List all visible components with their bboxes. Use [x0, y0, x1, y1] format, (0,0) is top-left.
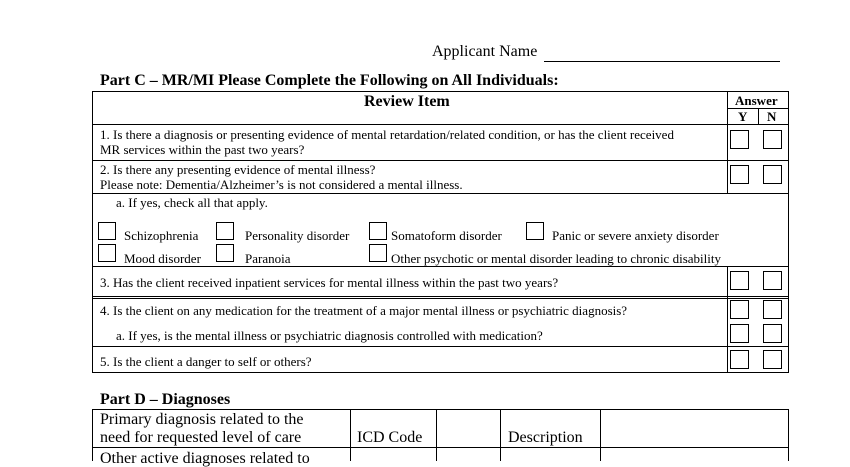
panic-anxiety-label: Panic or severe anxiety disorder — [552, 228, 719, 243]
q1-yes-checkbox[interactable] — [730, 130, 749, 149]
answer-yes-header: Y — [738, 109, 748, 124]
review-item-header: Review Item — [364, 93, 450, 110]
question-3: 3. Has the client received inpatient services for mental illness within the past two years? — [100, 275, 559, 290]
mood-disorder-label: Mood disorder — [124, 251, 201, 266]
question-5: 5. Is the client a danger to self or others? — [100, 354, 312, 369]
question-4: 4. Is the client on any medication for the treatment of a major mental illness or psychiatric diagnosis? — [100, 303, 628, 318]
description-label: Description — [508, 429, 583, 446]
personality-disorder-checkbox[interactable] — [216, 222, 234, 240]
other-disorder-checkbox[interactable] — [369, 244, 387, 262]
personality-disorder-label: Personality disorder — [245, 228, 350, 243]
question-2-line-1: 2. Is there any presenting evidence of mental illness? — [100, 162, 376, 177]
q4a-no-checkbox[interactable] — [763, 324, 782, 343]
somatoform-disorder-checkbox[interactable] — [369, 222, 387, 240]
panic-anxiety-checkbox[interactable] — [526, 222, 544, 240]
schizophrenia-label: Schizophrenia — [124, 228, 199, 243]
primary-description-field[interactable] — [601, 410, 787, 446]
somatoform-disorder-label: Somatoform disorder — [391, 228, 502, 243]
q3-yes-checkbox[interactable] — [730, 271, 749, 290]
answer-no-header: N — [767, 109, 777, 124]
primary-icd-code-field[interactable] — [437, 410, 499, 446]
q2-yes-checkbox[interactable] — [730, 165, 749, 184]
paranoia-checkbox[interactable] — [216, 244, 234, 262]
q4-no-checkbox[interactable] — [763, 300, 782, 319]
q4-yes-checkbox[interactable] — [730, 300, 749, 319]
part-c-title: Part C – MR/MI Please Complete the Following on All Individuals: — [100, 72, 559, 89]
answer-header: Answer — [735, 93, 778, 108]
icd-code-label: ICD Code — [357, 429, 423, 446]
q2-no-checkbox[interactable] — [763, 165, 782, 184]
question-2-line-2: Please note: Dementia/Alzheimer’s is not considered a mental illness. — [100, 177, 463, 192]
primary-diagnosis-line-1: Primary diagnosis related to the — [100, 411, 304, 428]
question-4a: a. If yes, is the mental illness or psychiatric diagnosis controlled with medication? — [116, 328, 543, 343]
part-d-title: Part D – Diagnoses — [100, 391, 231, 408]
paranoia-label: Paranoia — [245, 251, 291, 266]
mood-disorder-checkbox[interactable] — [98, 244, 116, 262]
q3-no-checkbox[interactable] — [763, 271, 782, 290]
q5-no-checkbox[interactable] — [763, 350, 782, 369]
question-2a: a. If yes, check all that apply. — [116, 195, 268, 210]
q1-no-checkbox[interactable] — [763, 130, 782, 149]
primary-diagnosis-line-2: need for requested level of care — [100, 429, 302, 446]
question-1-line-1: 1. Is there a diagnosis or presenting evidence of mental retardation/related condition, or has the client received — [100, 127, 674, 142]
other-diagnoses-line-1: Other active diagnoses related to — [100, 450, 310, 467]
q5-yes-checkbox[interactable] — [730, 350, 749, 369]
q4a-yes-checkbox[interactable] — [730, 324, 749, 343]
schizophrenia-checkbox[interactable] — [98, 222, 116, 240]
applicant-name-field[interactable] — [544, 60, 780, 62]
question-1-line-2: MR services within the past two years? — [100, 142, 305, 157]
applicant-name-label: Applicant Name — [432, 43, 538, 60]
other-disorder-label: Other psychotic or mental disorder leading to chronic disability — [391, 251, 721, 266]
